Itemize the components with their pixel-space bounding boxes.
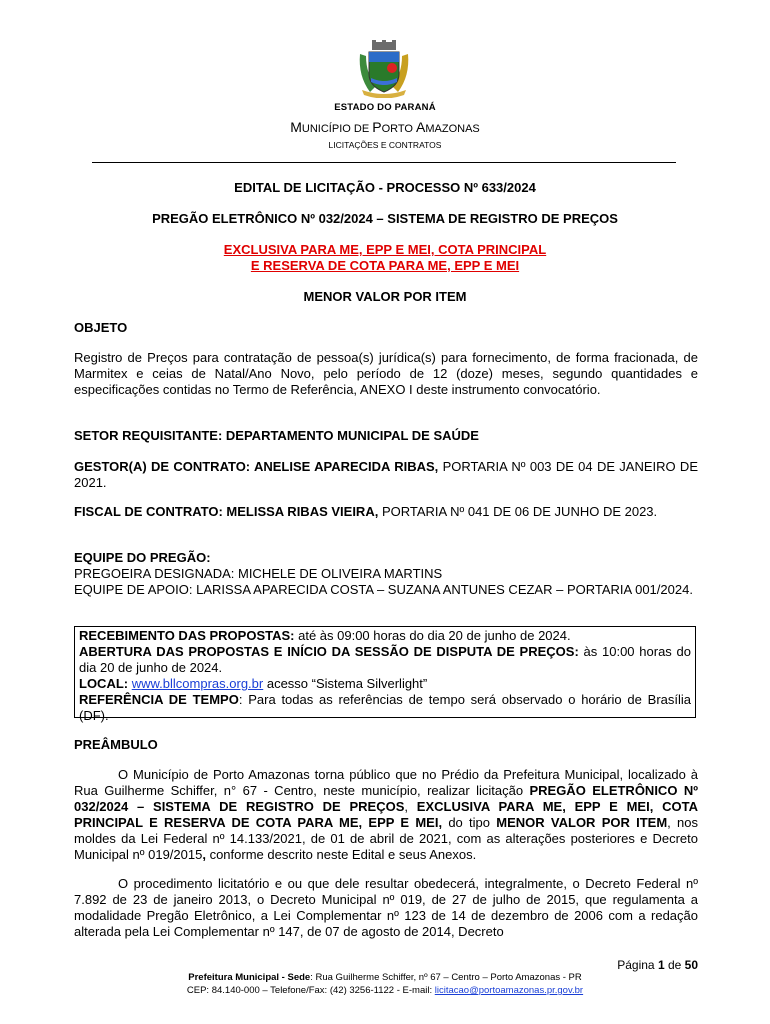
objeto-heading: OBJETO [74, 320, 128, 335]
local-line: LOCAL: www.bllcompras.org.br acesso “Sistema Silverlight” [79, 676, 428, 691]
bllcompras-link[interactable]: www.bllcompras.org.br [131, 676, 264, 691]
recebimento-line: RECEBIMENTO DAS PROPOSTAS: até às 09:00 horas do dia 20 de junho de 2024. [79, 628, 571, 643]
footer-contact: CEP: 84.140-000 – Telefone/Fax: (42) 3256-1122 - E-mail: licitacao@portoamazonas.pr.gov.br [186, 985, 584, 996]
preambulo-paragraph-1: O Município de Porto Amazonas torna público que no Prédio da Prefeitura Municipal, localizado à Rua Guilherme Schiffer, n° 67 - Centro, neste município, realizar licitação PREGÃO ELETRÔNICO Nº 032/2024 – SISTEMA DE REGISTRO DE PREÇOS, EXCLUSIVA PARA ME, EPP E MEI, COTA PRINCIPAL E RESERVA DE COTA PARA ME, EPP E MEI, do tipo MENOR VALOR POR ITEM, nos moldes da Lei Federal nº 14.133/2021, de 01 de abril de 2021, com as alterações posteriores e Decreto Municipal nº 019/2015, conforme descrito neste Edital e seus Anexos. [74, 767, 698, 862]
municipal-coat-of-arms-icon [356, 40, 412, 98]
fiscal-contrato: FISCAL DE CONTRATO: MELISSA RIBAS VIEIRA, PORTARIA Nº 041 DE 06 DE JUNHO DE 2023. [74, 504, 658, 519]
exclusiva-line-1: EXCLUSIVA PARA ME, EPP E MEI, COTA PRINCIPAL [223, 242, 547, 257]
page-number: Página 1 de 50 [617, 958, 698, 972]
pregoeira-designada: PREGOEIRA DESIGNADA: MICHELE DE OLIVEIRA MARTINS [74, 566, 443, 581]
proposals-info-box [74, 626, 696, 723]
objeto-text: Registro de Preços para contratação de pessoa(s) jurídica(s) para fornecimento, de forma fracionada, de Marmitex e ceias de Natal/Ano Novo, pelo período de 12 (doze) meses, segundo quantidades e especificações contidas no Termo de Referência, ANEXO I deste instrumento convocatório. [74, 350, 698, 397]
footer-email-link[interactable]: licitacao@portoamazonas.pr.gov.br [434, 985, 584, 996]
abertura-line: ABERTURA DAS PROPOSTAS E INÍCIO DA SESSÃO DE DISPUTA DE PREÇOS: às 10:00 horas do dia 20 de junho de 2024. [79, 644, 691, 675]
footer-address: Prefeitura Municipal - Sede: Rua Guilherme Schiffer, nº 67 – Centro – Porto Amazonas - PR [188, 972, 582, 983]
gestor-contrato: GESTOR(A) DE CONTRATO: ANELISE APARECIDA RIBAS, PORTARIA Nº 003 DE 04 DE JANEIRO DE 2021. [74, 459, 698, 490]
equipe-heading: EQUIPE DO PREGÃO: [74, 550, 211, 565]
municipality-name: MUNICÍPIO DE PORTO AMAZONAS [290, 119, 480, 135]
exclusiva-line-2: E RESERVA DE COTA PARA ME, EPP E MEI [250, 258, 520, 273]
pregao-title: PREGÃO ELETRÔNICO Nº 032/2024 – SISTEMA DE REGISTRO DE PREÇOS [152, 211, 618, 226]
preambulo-heading: PREÂMBULO [74, 737, 158, 752]
equipe-apoio: EQUIPE DE APOIO: LARISSA APARECIDA COSTA – SUZANA ANTUNES CEZAR – PORTARIA 001/2024. [74, 582, 693, 597]
referencia-line: REFERÊNCIA DE TEMPO: Para todas as referências de tempo será observado o horário de Brasília (DF). [79, 692, 691, 723]
header-divider [92, 162, 676, 163]
department-name: LICITAÇÕES E CONTRATOS [328, 140, 442, 150]
setor-requisitante: SETOR REQUISITANTE: DEPARTAMENTO MUNICIPAL DE SAÚDE [74, 428, 479, 443]
state-name: ESTADO DO PARANÁ [334, 102, 436, 113]
preambulo-paragraph-2: O procedimento licitatório e ou que dele resultar obedecerá, integralmente, o Decreto Federal nº 7.892 de 23 de janeiro 2013, o Decreto Municipal nº 019, de 27 de julho de 2015, que regulamenta a modalidade Pregão Eletrônico, a Lei Complementar nº 123 de 14 de dezembro de 2006 com a redação alterada pela Lei Complementar nº 147, de 07 de agosto de 2014, Decreto [74, 876, 698, 939]
edital-title: EDITAL DE LICITAÇÃO - PROCESSO Nº 633/2024 [234, 180, 536, 195]
menor-valor-title: MENOR VALOR POR ITEM [303, 289, 467, 304]
